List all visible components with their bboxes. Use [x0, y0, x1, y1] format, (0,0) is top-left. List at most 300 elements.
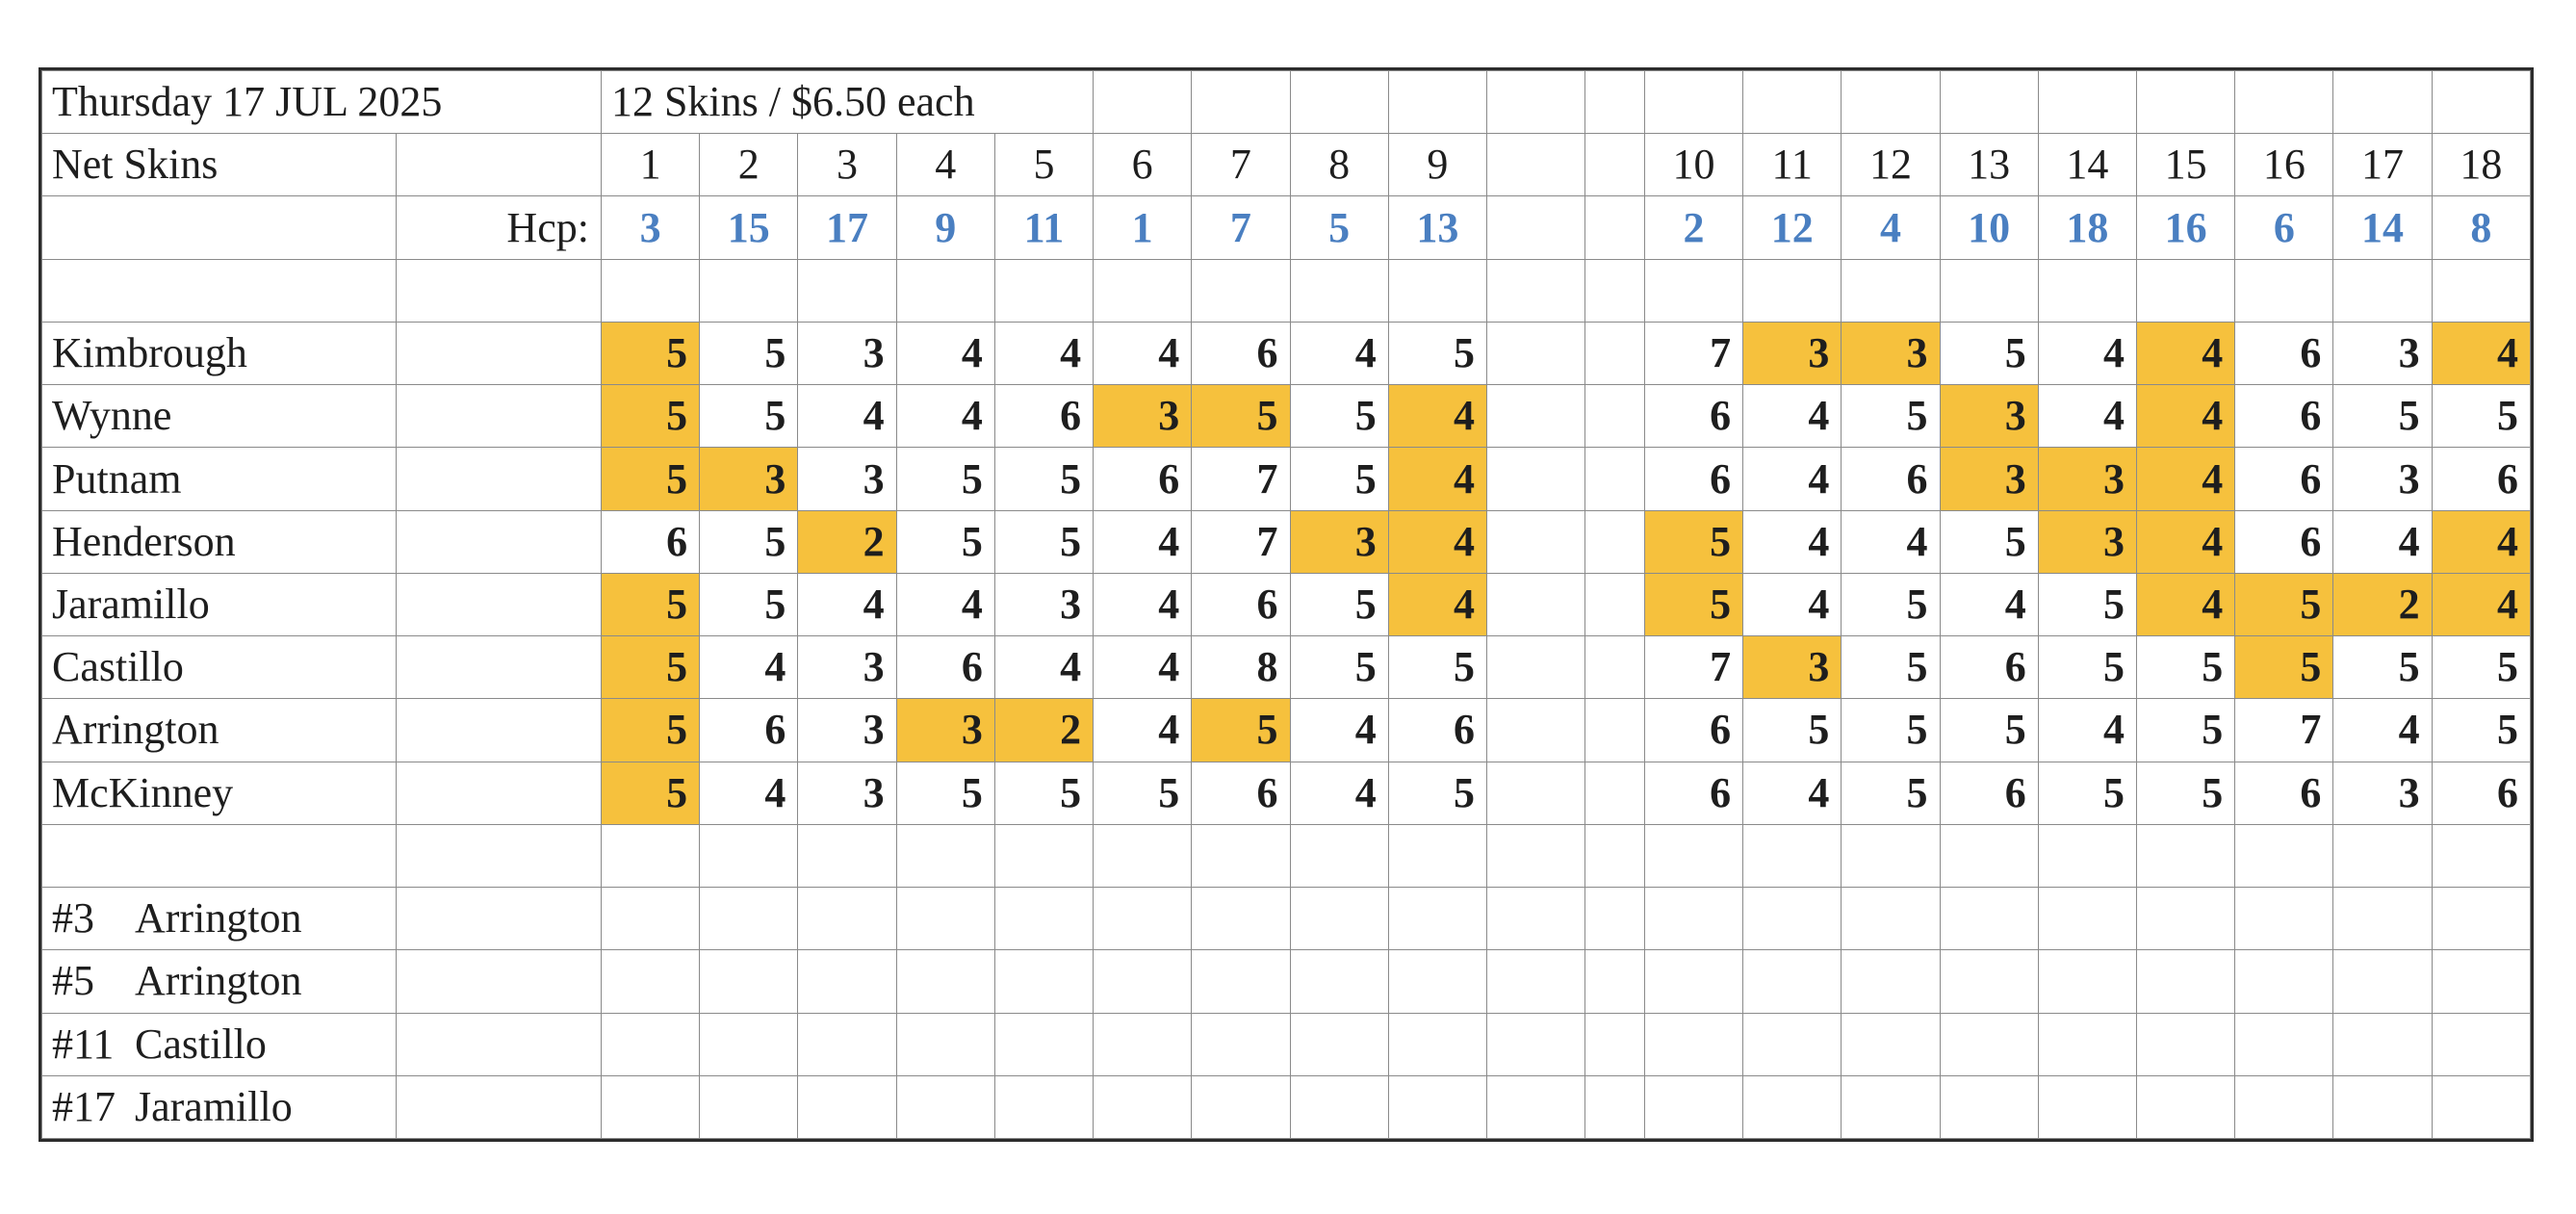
score-cell: 4: [700, 636, 798, 699]
empty-cell: [1585, 322, 1645, 384]
empty-cell: [1192, 259, 1290, 322]
hole-number: 3: [798, 134, 896, 196]
empty-cell: [1486, 385, 1584, 448]
empty-cell: [1585, 385, 1645, 448]
skin-winner-row: [42, 950, 2531, 1013]
empty-cell: [397, 888, 602, 950]
empty-cell: [1486, 134, 1584, 196]
empty-cell: [1743, 259, 1842, 322]
empty-cell: [601, 1075, 699, 1138]
empty-cell: [1644, 1013, 1742, 1075]
empty-cell: [2432, 950, 2530, 1013]
score-cell-skin-highlight: 3: [1743, 322, 1842, 384]
hole-handicap: 4: [1842, 196, 1940, 259]
skin-winner: [42, 888, 397, 950]
score-cell: 4: [2333, 510, 2432, 573]
hole-number: 4: [896, 134, 994, 196]
empty-cell: [1585, 134, 1645, 196]
score-cell: 3: [798, 699, 896, 762]
score-cell: 5: [2136, 636, 2234, 699]
empty-cell: [1940, 1075, 2038, 1138]
score-cell: 6: [2235, 448, 2333, 510]
empty-cell: [994, 259, 1093, 322]
empty-cell: [1094, 259, 1192, 322]
empty-cell: [700, 1013, 798, 1075]
empty-cell: [798, 824, 896, 887]
score-cell: 6: [1192, 762, 1290, 824]
empty-cell: [2333, 888, 2432, 950]
empty-cell: [1644, 888, 1742, 950]
player-name: McKinney: [42, 762, 397, 824]
empty-cell: [1585, 259, 1645, 322]
empty-cell: [1290, 1075, 1388, 1138]
winner-hole: #3: [52, 894, 94, 943]
score-cell: 6: [994, 385, 1093, 448]
empty-cell: [1585, 824, 1645, 887]
empty-cell: [1290, 1013, 1388, 1075]
score-cell: 5: [700, 322, 798, 384]
hole-handicap: 12: [1743, 196, 1842, 259]
empty-cell: [1094, 1013, 1192, 1075]
score-cell-skin-highlight: 5: [601, 573, 699, 635]
winner-hole: #17: [52, 1082, 116, 1130]
score-cell: 6: [2235, 762, 2333, 824]
empty-cell: [397, 1075, 602, 1138]
score-cell: 5: [2038, 636, 2136, 699]
empty-cell: [1486, 71, 1584, 134]
empty-cell: [2136, 1075, 2234, 1138]
score-cell-skin-highlight: 5: [1192, 385, 1290, 448]
score-cell: 5: [1940, 510, 2038, 573]
empty-cell: [798, 888, 896, 950]
player-name: Jaramillo: [42, 573, 397, 635]
empty-cell: [2235, 1013, 2333, 1075]
empty-cell: [1842, 1075, 1940, 1138]
empty-cell: [397, 448, 602, 510]
empty-cell: [994, 1075, 1093, 1138]
winner-name: Arrington: [135, 894, 302, 943]
empty-cell: [397, 573, 602, 635]
score-cell: 4: [1290, 762, 1388, 824]
score-cell: 4: [2038, 699, 2136, 762]
score-cell-skin-highlight: 4: [2136, 385, 2234, 448]
empty-cell: [1585, 636, 1645, 699]
score-cell: 7: [1192, 448, 1290, 510]
empty-cell: [1486, 1075, 1584, 1138]
empty-cell: [1842, 888, 1940, 950]
empty-cell: [2136, 888, 2234, 950]
score-cell-skin-highlight: 4: [2136, 322, 2234, 384]
empty-cell: [2333, 259, 2432, 322]
empty-cell: [1842, 950, 1940, 1013]
score-cell: 6: [1644, 385, 1742, 448]
empty-cell: [2432, 259, 2530, 322]
score-cell: 5: [1388, 322, 1486, 384]
hole-number: 7: [1192, 134, 1290, 196]
empty-cell: [2136, 259, 2234, 322]
hole-number: 5: [994, 134, 1093, 196]
score-cell: 6: [1644, 762, 1742, 824]
empty-cell: [1644, 71, 1742, 134]
empty-cell: [1585, 950, 1645, 1013]
empty-cell: [601, 888, 699, 950]
hole-handicap: 18: [2038, 196, 2136, 259]
empty-cell: [1585, 448, 1645, 510]
score-cell: 4: [2038, 385, 2136, 448]
score-cell: 6: [700, 699, 798, 762]
winner-name: Castillo: [135, 1020, 267, 1068]
score-cell: 5: [1940, 699, 2038, 762]
handicap-row: [42, 196, 2531, 259]
spacer-row: [42, 824, 2531, 887]
empty-cell: [1940, 950, 2038, 1013]
header-row: [42, 71, 2531, 134]
empty-cell: [1290, 950, 1388, 1013]
score-cell: 6: [1842, 448, 1940, 510]
empty-cell: [1486, 762, 1584, 824]
empty-cell: [2432, 1075, 2530, 1138]
score-cell: 5: [994, 510, 1093, 573]
score-cell: 6: [896, 636, 994, 699]
score-cell: 4: [896, 385, 994, 448]
score-cell: 5: [1842, 573, 1940, 635]
score-cell: 5: [1094, 762, 1192, 824]
score-cell: 5: [1743, 699, 1842, 762]
empty-cell: [2235, 259, 2333, 322]
score-cell: 5: [1290, 636, 1388, 699]
score-cell: 4: [1290, 699, 1388, 762]
empty-cell: [397, 950, 602, 1013]
skins-info-label: 12 Skins / $6.50 each: [601, 71, 1093, 134]
empty-cell: [1585, 510, 1645, 573]
score-cell-skin-highlight: 3: [1094, 385, 1192, 448]
score-cell: 3: [798, 636, 896, 699]
empty-cell: [798, 950, 896, 1013]
score-cell-skin-highlight: 4: [2432, 322, 2530, 384]
score-cell-skin-highlight: 2: [2333, 573, 2432, 635]
empty-cell: [1585, 1013, 1645, 1075]
empty-cell: [1486, 448, 1584, 510]
empty-cell: [1094, 824, 1192, 887]
empty-cell: [601, 950, 699, 1013]
score-cell: 3: [798, 448, 896, 510]
score-cell: 6: [2432, 448, 2530, 510]
empty-cell: [601, 824, 699, 887]
score-cell: 5: [2432, 636, 2530, 699]
score-cell: 6: [1192, 322, 1290, 384]
score-cell: 4: [1094, 322, 1192, 384]
empty-cell: [700, 259, 798, 322]
score-cell: 5: [896, 762, 994, 824]
score-cell: 6: [1644, 699, 1742, 762]
score-cell: 6: [1940, 636, 2038, 699]
empty-cell: [601, 259, 699, 322]
empty-cell: [1585, 1075, 1645, 1138]
score-cell: 5: [2333, 636, 2432, 699]
score-cell-skin-highlight: 3: [1842, 322, 1940, 384]
player-row: [42, 448, 2531, 510]
empty-cell: [1743, 824, 1842, 887]
empty-cell: [397, 385, 602, 448]
empty-cell: [1290, 259, 1388, 322]
score-cell: 8: [1192, 636, 1290, 699]
score-cell: 4: [1094, 510, 1192, 573]
empty-cell: [2432, 824, 2530, 887]
score-cell-skin-highlight: 3: [2038, 448, 2136, 510]
player-name: Castillo: [42, 636, 397, 699]
score-cell: 5: [1290, 573, 1388, 635]
player-row: [42, 322, 2531, 384]
score-cell: 5: [1388, 636, 1486, 699]
empty-cell: [42, 824, 397, 887]
empty-cell: [896, 950, 994, 1013]
empty-cell: [2333, 824, 2432, 887]
empty-cell: [1388, 1075, 1486, 1138]
score-cell-skin-highlight: 5: [2235, 636, 2333, 699]
player-name: Wynne: [42, 385, 397, 448]
empty-cell: [2038, 1075, 2136, 1138]
empty-cell: [2333, 1075, 2432, 1138]
score-cell: 4: [1743, 762, 1842, 824]
hole-handicap: 13: [1388, 196, 1486, 259]
skins-scorecard: [39, 67, 2534, 1142]
winner-name: Jaramillo: [135, 1082, 293, 1130]
empty-cell: [1290, 71, 1388, 134]
empty-cell: [2136, 824, 2234, 887]
empty-cell: [397, 824, 602, 887]
empty-cell: [2235, 950, 2333, 1013]
hole-handicap: 10: [1940, 196, 2038, 259]
score-cell: 5: [2432, 385, 2530, 448]
empty-cell: [1743, 71, 1842, 134]
score-cell: 4: [1743, 448, 1842, 510]
score-cell-skin-highlight: 5: [601, 762, 699, 824]
score-cell: 6: [2235, 322, 2333, 384]
empty-cell: [1388, 1013, 1486, 1075]
score-cell: 4: [896, 322, 994, 384]
player-name: Henderson: [42, 510, 397, 573]
empty-cell: [1940, 71, 2038, 134]
empty-cell: [1486, 950, 1584, 1013]
score-cell: 4: [1743, 385, 1842, 448]
score-cell: 4: [1094, 636, 1192, 699]
score-cell: 4: [896, 573, 994, 635]
score-cell-skin-highlight: 4: [2136, 510, 2234, 573]
winner-hole: #11: [52, 1020, 115, 1068]
skin-winner-row: [42, 1075, 2531, 1138]
score-cell: 3: [798, 322, 896, 384]
player-name: Arrington: [42, 699, 397, 762]
date-label: Thursday 17 JUL 2025: [42, 71, 602, 134]
empty-cell: [896, 824, 994, 887]
hole-number: 8: [1290, 134, 1388, 196]
hole-number: 15: [2136, 134, 2234, 196]
empty-cell: [1388, 950, 1486, 1013]
empty-cell: [1486, 888, 1584, 950]
empty-cell: [397, 134, 602, 196]
player-row: [42, 385, 2531, 448]
hole-number: 2: [700, 134, 798, 196]
empty-cell: [2136, 950, 2234, 1013]
empty-cell: [1743, 950, 1842, 1013]
hole-handicap: 2: [1644, 196, 1742, 259]
empty-cell: [1644, 259, 1742, 322]
score-cell: 6: [1388, 699, 1486, 762]
empty-cell: [2038, 259, 2136, 322]
score-cell: 6: [1644, 448, 1742, 510]
empty-cell: [700, 1075, 798, 1138]
player-row: [42, 510, 2531, 573]
empty-cell: [1192, 824, 1290, 887]
empty-cell: [1094, 1075, 1192, 1138]
empty-cell: [700, 824, 798, 887]
score-cell-skin-highlight: 2: [994, 699, 1093, 762]
empty-cell: [397, 699, 602, 762]
empty-cell: [2235, 1075, 2333, 1138]
score-cell-skin-highlight: 3: [1940, 385, 2038, 448]
player-name: Kimbrough: [42, 322, 397, 384]
score-cell: 5: [994, 762, 1093, 824]
empty-cell: [397, 1013, 602, 1075]
empty-cell: [601, 1013, 699, 1075]
score-cell: 3: [994, 573, 1093, 635]
empty-cell: [397, 259, 602, 322]
empty-cell: [896, 888, 994, 950]
score-cell-skin-highlight: 5: [601, 322, 699, 384]
empty-cell: [1486, 510, 1584, 573]
empty-cell: [1192, 1013, 1290, 1075]
score-cell: 7: [1644, 322, 1742, 384]
winner-name: Arrington: [135, 957, 302, 1005]
empty-cell: [2136, 71, 2234, 134]
net-skins-label: Net Skins: [42, 134, 397, 196]
hole-number: 16: [2235, 134, 2333, 196]
empty-cell: [1486, 196, 1584, 259]
score-cell-skin-highlight: 5: [601, 385, 699, 448]
empty-cell: [1192, 1075, 1290, 1138]
empty-cell: [1388, 824, 1486, 887]
hole-number: 14: [2038, 134, 2136, 196]
score-cell: 5: [896, 448, 994, 510]
score-cell: 5: [2333, 385, 2432, 448]
score-cell-skin-highlight: 4: [1388, 385, 1486, 448]
empty-cell: [397, 762, 602, 824]
player-row: [42, 573, 2531, 635]
score-cell-skin-highlight: 5: [601, 636, 699, 699]
empty-cell: [42, 259, 397, 322]
empty-cell: [1486, 1013, 1584, 1075]
score-cell: 4: [994, 636, 1093, 699]
score-cell-skin-highlight: 5: [601, 699, 699, 762]
empty-cell: [397, 510, 602, 573]
score-cell: 5: [994, 448, 1093, 510]
score-cell-skin-highlight: 2: [798, 510, 896, 573]
skin-winner-row: [42, 888, 2531, 950]
score-cell-skin-highlight: 4: [1388, 448, 1486, 510]
empty-cell: [1388, 888, 1486, 950]
empty-cell: [1644, 824, 1742, 887]
score-cell-skin-highlight: 4: [2432, 510, 2530, 573]
score-cell: 4: [1940, 573, 2038, 635]
score-cell: 5: [1388, 762, 1486, 824]
empty-cell: [2235, 824, 2333, 887]
score-cell: 4: [1743, 573, 1842, 635]
empty-cell: [2432, 71, 2530, 134]
empty-cell: [1842, 1013, 1940, 1075]
hole-number: 18: [2432, 134, 2530, 196]
score-cell: 5: [2038, 762, 2136, 824]
score-cell: 6: [601, 510, 699, 573]
empty-cell: [1192, 950, 1290, 1013]
score-cell-skin-highlight: 4: [1388, 573, 1486, 635]
score-cell: 4: [994, 322, 1093, 384]
empty-cell: [994, 950, 1093, 1013]
score-cell: 6: [2235, 385, 2333, 448]
score-cell: 5: [700, 510, 798, 573]
empty-cell: [2432, 1013, 2530, 1075]
score-cell: 4: [2333, 699, 2432, 762]
empty-cell: [1743, 1075, 1842, 1138]
hole-handicap: 8: [2432, 196, 2530, 259]
empty-cell: [397, 636, 602, 699]
hole-number: 6: [1094, 134, 1192, 196]
score-cell: 5: [1290, 385, 1388, 448]
hole-handicap: 3: [601, 196, 699, 259]
hole-handicap: 1: [1094, 196, 1192, 259]
empty-cell: [1585, 762, 1645, 824]
empty-cell: [896, 259, 994, 322]
empty-cell: [2038, 824, 2136, 887]
score-cell: 4: [2038, 322, 2136, 384]
score-cell-skin-highlight: 5: [601, 448, 699, 510]
score-cell: 3: [2333, 322, 2432, 384]
score-cell: 5: [1842, 699, 1940, 762]
empty-cell: [2038, 950, 2136, 1013]
score-cell: 4: [700, 762, 798, 824]
score-cell-skin-highlight: 4: [2136, 448, 2234, 510]
hole-handicap: 6: [2235, 196, 2333, 259]
empty-cell: [1743, 1013, 1842, 1075]
skin-winner: [42, 1013, 397, 1075]
empty-cell: [2235, 888, 2333, 950]
hole-number: 12: [1842, 134, 1940, 196]
score-cell: 5: [1842, 385, 1940, 448]
empty-cell: [2235, 71, 2333, 134]
score-cell: 5: [2038, 573, 2136, 635]
score-cell: 5: [1290, 448, 1388, 510]
score-cell-skin-highlight: 3: [2038, 510, 2136, 573]
empty-cell: [1585, 699, 1645, 762]
empty-cell: [896, 1075, 994, 1138]
score-cell: 4: [798, 385, 896, 448]
empty-cell: [700, 888, 798, 950]
hole-handicap: 7: [1192, 196, 1290, 259]
empty-cell: [798, 259, 896, 322]
empty-cell: [1585, 71, 1645, 134]
hole-number: 1: [601, 134, 699, 196]
score-cell-skin-highlight: 5: [1644, 573, 1742, 635]
empty-cell: [1940, 259, 2038, 322]
score-cell: 7: [1644, 636, 1742, 699]
hole-handicap: 14: [2333, 196, 2432, 259]
player-name: Putnam: [42, 448, 397, 510]
empty-cell: [798, 1013, 896, 1075]
score-cell: 5: [2136, 699, 2234, 762]
score-cell: 4: [1094, 699, 1192, 762]
hole-number: 9: [1388, 134, 1486, 196]
score-cell-skin-highlight: 4: [1388, 510, 1486, 573]
empty-cell: [994, 888, 1093, 950]
